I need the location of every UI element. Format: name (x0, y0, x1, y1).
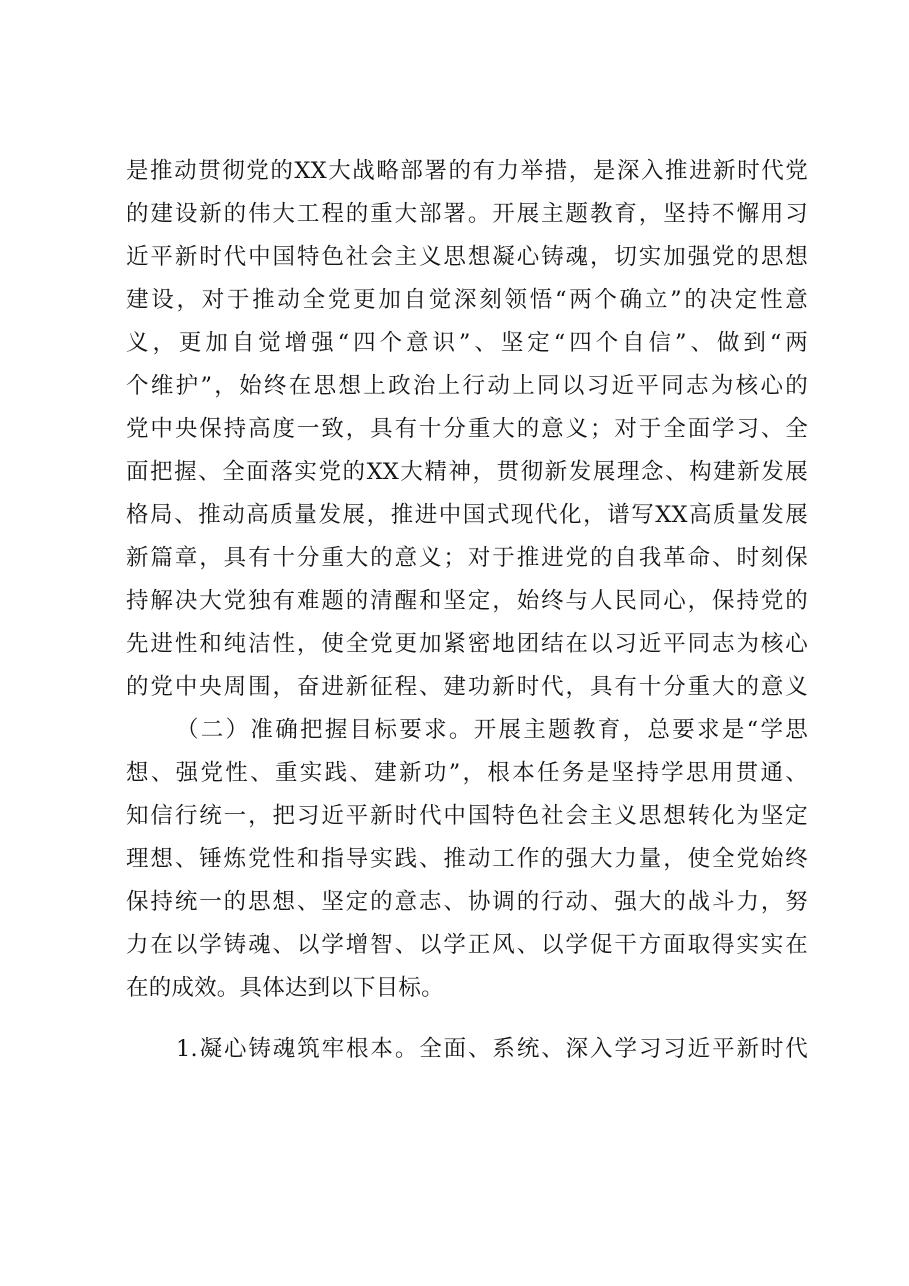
text-line: 持解决大党独有难题的清醒和坚定，始终与人民同心，保持党的 (126, 588, 808, 614)
list-item-heading-line: 1.凝心铸魂筑牢根本。全面、系统、深入学习习近平新时代 (176, 1036, 808, 1062)
text-line: 是推动贯彻党的XX大战略部署的有力举措，是深入推进新时代党 (126, 158, 808, 184)
text-line: 先进性和纯洁性，使全党更加紧密地团结在以习近平同志为核心 (126, 631, 808, 657)
text-line: 的建设新的伟大工程的重大部署。开展主题教育，坚持不懈用习 (126, 201, 808, 227)
text-line: 力在以学铸魂、以学增智、以学正风、以学促干方面取得实实在 (126, 932, 808, 958)
text-line: 近平新时代中国特色社会主义思想凝心铸魂，切实加强党的思想 (126, 244, 808, 270)
text-line: 在的成效。具体达到以下目标。 (126, 975, 444, 1001)
document-body (126, 150, 808, 1071)
text-line: 知信行统一，把习近平新时代中国特色社会主义思想转化为坚定 (126, 803, 808, 829)
text-line: 面把握、全面落实党的XX大精神，贯彻新发展理念、构建新发展 (126, 459, 808, 485)
text-line: 党中央保持高度一致，具有十分重大的意义；对于全面学习、全 (126, 416, 808, 442)
paragraph-spacer (126, 1010, 808, 1028)
text-line: 格局、推动高质量发展，推进中国式现代化，谱写XX高质量发展 (126, 502, 808, 528)
text-line: 个维护”，始终在思想上政治上行动上同以习近平同志为核心的 (126, 373, 808, 399)
text-line: 想、强党性、重实践、建新功”，根本任务是坚持学思用贯通、 (126, 760, 808, 786)
section-heading-line: （二）准确把握目标要求。开展主题教育，总要求是“学思 (176, 717, 808, 743)
paragraph-significance (126, 150, 808, 709)
text-line: 理想、锤炼党性和指导实践、推动工作的强大力量，使全党始终 (126, 846, 808, 872)
text-line: 义，更加自觉增强“四个意识”、坚定“四个自信”、做到“两 (126, 330, 808, 356)
text-line: 的党中央周围，奋进新征程、建功新时代，具有十分重大的意义 (126, 674, 808, 700)
text-line: 新篇章，具有十分重大的意义；对于推进党的自我革命、时刻保 (126, 545, 808, 571)
paragraph-goals (126, 709, 808, 1010)
text-line: 保持统一的思想、坚定的意志、协调的行动、强大的战斗力，努 (126, 889, 808, 915)
paragraph-item-1 (126, 1028, 808, 1071)
text-line: 建设，对于推动全党更加自觉深刻领悟“两个确立”的决定性意 (126, 287, 808, 313)
